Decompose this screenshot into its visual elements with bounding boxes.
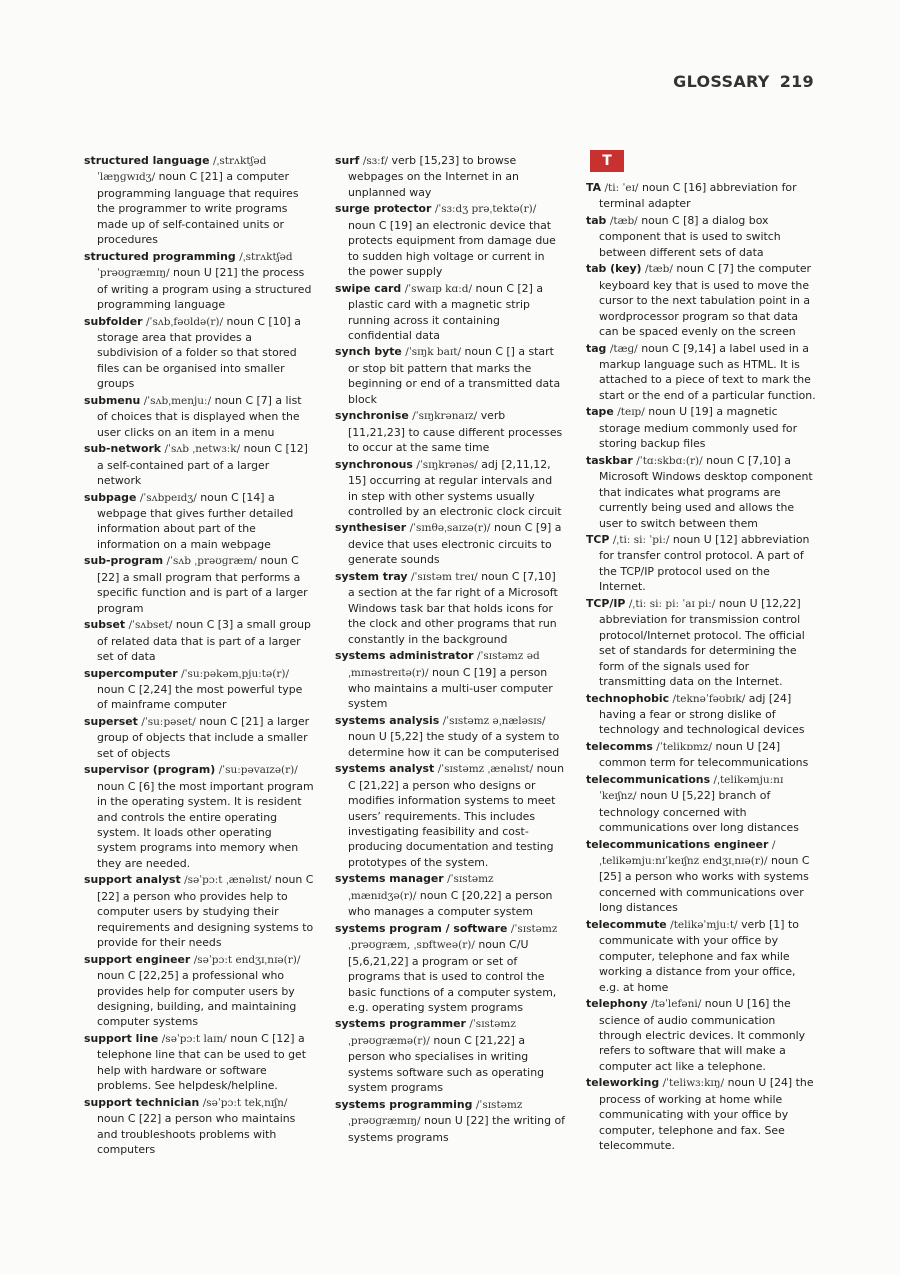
definition: noun C [] a start or stop bit pattern that marks the beginning or end of a transmitted data block xyxy=(348,345,561,406)
definition: noun C [22] a small program that performs a specific function and is part of a larger program xyxy=(97,554,308,615)
glossary-column-1 xyxy=(84,153,314,1159)
headword: subset xyxy=(84,618,126,632)
glossary-column-2 xyxy=(335,153,565,1146)
glossary-entry xyxy=(84,441,314,488)
pronunciation: /ˈsɜːdʒ prəˌtektə(r)/ xyxy=(434,203,537,216)
definition: noun U [21] the process of writing a program using a structured programming language xyxy=(97,266,312,312)
pronunciation: /tiː ˈeɪ/ xyxy=(604,182,639,194)
glossary-entry xyxy=(84,666,314,713)
definition: noun C [2] a plastic card with a magnetic strip running across it containing confidential data xyxy=(348,281,543,342)
definition: noun U [5,22] branch of technology concerned with communications over long distances xyxy=(599,789,799,835)
glossary-entry xyxy=(335,520,565,567)
definition: noun U [19] a magnetic storage medium commonly used for storing backup files xyxy=(599,405,798,451)
pronunciation: /ˈteliwɜːkɪŋ/ xyxy=(662,1077,725,1090)
pronunciation: /tæɡ/ xyxy=(609,342,638,355)
headword: sub-network xyxy=(84,442,162,456)
headword: submenu xyxy=(84,393,141,407)
glossary-entry xyxy=(335,201,565,279)
pronunciation: /ˈsɪstəmz ˌprəʊɡræm, ˌsɒftweə(r)/ xyxy=(348,922,558,952)
headword: TCP xyxy=(586,532,610,546)
definition: noun U [12,22] abbreviation for transmission control protocol/Internet protocol. The official set of standards for determining the form of the signals used for transmitting data on the Internet. xyxy=(599,596,805,689)
definition: noun C [22] a person who maintains and troubleshoots problems with computers xyxy=(97,1112,296,1157)
pronunciation: /ˈsʌb ˌnetwɜːk/ xyxy=(164,443,241,456)
pronunciation: /teɪp/ xyxy=(617,406,645,419)
headword: support analyst xyxy=(84,873,181,887)
headword: telecommute xyxy=(586,917,667,931)
glossary-entry xyxy=(335,871,565,919)
definition: noun C [12] a telephone line that can be used to get help with hardware or software problems. See helpdesk/helpline. xyxy=(97,1031,306,1093)
headword: teleworking xyxy=(586,1076,660,1090)
headword: support line xyxy=(84,1031,159,1045)
glossary-entry xyxy=(586,691,816,738)
definition: noun C [7] the computer keyboard key that is used to move the cursor to the next tabulation point in a wordprocessor program so that data can be spaced evenly on the screen xyxy=(599,262,812,339)
headword: swipe card xyxy=(335,281,402,295)
glossary-entry xyxy=(84,1031,314,1094)
headword: tag xyxy=(586,341,607,355)
glossary-entry xyxy=(84,393,314,440)
page-number: 219 xyxy=(779,72,814,91)
headword: supervisor (program) xyxy=(84,763,216,777)
headword: synchronise xyxy=(335,409,409,423)
glossary-entry xyxy=(586,772,816,836)
pronunciation: /səˈpɔːt laɪn/ xyxy=(161,1032,227,1045)
headword: surf xyxy=(335,154,360,167)
pronunciation: /ˌtiː siː piː ˈaɪ piː/ xyxy=(628,597,716,610)
glossary-entry xyxy=(586,739,816,771)
headword: systems administrator xyxy=(335,649,474,663)
definition: noun C [14] a webpage that gives further detailed information about part of the information on a main webpage xyxy=(97,490,294,551)
headword: systems analysis xyxy=(335,713,440,727)
pronunciation: /ˈsʌb ˌprəʊɡræm/ xyxy=(166,555,257,568)
pronunciation: /ˈsʌbˌfəʊldə(r)/ xyxy=(146,315,224,328)
definition: noun C [21] a larger group of objects that include a smaller set of objects xyxy=(97,714,310,760)
pronunciation: /ˌstrʌktʃəd ˈlæŋɡwɪdʒ/ xyxy=(97,155,267,184)
glossary-entry xyxy=(586,341,816,404)
headword: technophobic xyxy=(586,691,670,705)
definition: noun C [16] abbreviation for terminal adapter xyxy=(599,181,797,211)
pronunciation: /ˈsɪstəmz ˌprəʊɡræmə(r)/ xyxy=(348,1018,516,1047)
glossary-entry xyxy=(586,532,816,595)
pronunciation: /ˈtelikɒmz/ xyxy=(656,740,712,753)
pronunciation: /ˌstrʌktʃəd ˈprəʊɡræmɪŋ/ xyxy=(97,250,293,280)
pronunciation: /sɜːf/ xyxy=(362,155,389,167)
pronunciation: /ˌtiː siː ˈpiː/ xyxy=(612,533,670,546)
pronunciation: /ˈsɪŋk baɪt/ xyxy=(405,346,462,359)
headword: telecommunications xyxy=(586,772,711,786)
pronunciation: /ˈsɪstəmz əˌnæləsɪs/ xyxy=(442,714,546,727)
headword: supercomputer xyxy=(84,666,178,680)
definition: noun C/U [5,6,21,22] a program or set of programs that is used to control the basic functions of a computer system, e.g. operating system programs xyxy=(348,938,557,1015)
glossary-entry xyxy=(84,872,314,950)
glossary-entry xyxy=(586,261,816,339)
headword: support technician xyxy=(84,1095,200,1109)
pronunciation: /ˈsʌbpeɪdʒ/ xyxy=(139,491,197,504)
definition: noun C [21] a computer programming language that requires the programmer to write programs made up of self-contained units or procedures xyxy=(97,170,299,247)
glossary-entry xyxy=(84,314,314,392)
pronunciation: /səˈpɔːt ˌænəlɪst/ xyxy=(184,874,272,887)
glossary-entry xyxy=(84,952,314,1030)
pronunciation: /ˈsɪnθəˌsaɪzə(r)/ xyxy=(409,522,491,535)
glossary-entry xyxy=(335,281,565,344)
pronunciation: /ˈswaɪp kɑːd/ xyxy=(404,282,473,295)
pronunciation: /ˈsʌbˌmenjuː/ xyxy=(143,394,212,407)
pronunciation: /ˈsɪstəmz ədˌmɪnəstreɪtə(r)/ xyxy=(348,650,540,679)
glossary-entry xyxy=(335,408,565,455)
pronunciation: /tæb/ xyxy=(609,214,638,227)
definition: noun U [24] the process of working at home while communicating with your office by computer, telephone and fax. See telecommute. xyxy=(599,1076,814,1153)
glossary-entry xyxy=(335,569,565,647)
definition: noun C [12] a self-contained part of a larger network xyxy=(97,442,308,488)
pronunciation: /ˈsɪstəmz ˌmænɪdʒə(r)/ xyxy=(348,873,494,902)
pronunciation: /teknəˈfəʊbɪk/ xyxy=(672,692,746,705)
glossary-entry xyxy=(84,617,314,664)
glossary-entry xyxy=(586,596,816,690)
glossary-entry xyxy=(84,490,314,553)
definition: noun C [2,24] the most powerful type of mainframe computer xyxy=(97,682,303,712)
headword: tab xyxy=(586,213,607,227)
glossary-entry xyxy=(586,1075,816,1153)
glossary-entry xyxy=(84,153,314,248)
glossary-entry xyxy=(84,762,314,871)
pronunciation: /ˈtɑːskbɑː(r)/ xyxy=(636,454,703,467)
headword: structured language xyxy=(84,154,210,167)
pronunciation: /ˌtelikəmjuːnɪˈkeɪʃnz endʒɪˌnɪə(r)/ xyxy=(599,838,776,868)
glossary-entry xyxy=(335,761,565,870)
headword: superset xyxy=(84,714,138,728)
section-letter-badge: T xyxy=(590,150,624,172)
pronunciation: /ˈsɪstəmz ˌprəʊɡræmɪŋ/ xyxy=(348,1098,523,1128)
definition: noun C [7,10] a section at the far right of a Microsoft Windows task bar that holds icons for the clock and other programs that run constantly in the background xyxy=(348,569,558,646)
glossary-entry xyxy=(335,344,565,407)
glossary-entry xyxy=(335,457,565,520)
headword: tape xyxy=(586,405,614,419)
definition: noun C [20,22] a person who manages a computer system xyxy=(348,888,553,919)
headword: telecommunications engineer xyxy=(586,837,769,851)
glossary-entry xyxy=(335,153,565,200)
pronunciation: /ˈsɪstəm treɪ/ xyxy=(410,570,478,583)
glossary-entry xyxy=(335,1016,565,1095)
headword: subpage xyxy=(84,490,137,504)
glossary-entry xyxy=(586,404,816,451)
definition: noun C [8] a dialog box component that is used to switch between different sets of data xyxy=(599,213,781,259)
glossary-entry xyxy=(586,213,816,260)
pronunciation: /ˈsʌbset/ xyxy=(128,619,173,632)
headword: support engineer xyxy=(84,952,191,966)
headword: systems programming xyxy=(335,1097,473,1111)
pronunciation: /ˈsɪŋkrənəs/ xyxy=(416,458,478,471)
headword: synchronous xyxy=(335,457,413,471)
headword: synch byte xyxy=(335,345,402,359)
headword: tab (key) xyxy=(586,262,642,276)
glossary-entry xyxy=(335,648,565,712)
definition: noun C [19] a person who maintains a multi-user computer system xyxy=(348,665,553,711)
pronunciation: /ˈsɪstəmz ˌænəlɪst/ xyxy=(437,763,534,776)
definition: verb [1] to communicate with your office by computer, telephone and fax while working a distance from your office, e.g. at home xyxy=(599,917,799,994)
glossary-entry xyxy=(84,714,314,761)
definition: adj [2,11,12, 15] occurring at regular intervals and in step with other systems usually controlled by an electronic clock circuit xyxy=(348,457,562,518)
glossary-entry xyxy=(84,249,314,313)
headword: telephony xyxy=(586,997,648,1011)
glossary-entry xyxy=(84,553,314,616)
headword: TCP/IP xyxy=(586,596,626,610)
definition: noun U [12] abbreviation for transfer control protocol. A part of the TCP/IP protocol used on the Internet. xyxy=(599,532,810,594)
definition: noun U [24] common term for telecommunications xyxy=(599,739,809,770)
definition: noun C [6] the most important program in the operating system. It is resident and controls the entire operating system. It loads other operating system programs into memory when they are needed. xyxy=(97,779,314,870)
headword: systems manager xyxy=(335,872,444,886)
definition: noun U [5,22] the study of a system to determine how it can be computerised xyxy=(348,730,560,759)
definition: noun C [25] a person who works with systems concerned with communications over long distances xyxy=(599,854,810,915)
definition: noun C [22] a person who provides help to computer users by studying their requirements and designing systems to provide for their needs xyxy=(97,873,314,950)
headword: taskbar xyxy=(586,453,633,467)
headword: system tray xyxy=(335,569,408,583)
pronunciation: /səˈpɔːt tekˌnɪʃn/ xyxy=(202,1096,288,1109)
running-head xyxy=(673,72,814,91)
pronunciation: /səˈpɔːt endʒɪˌnɪə(r)/ xyxy=(193,953,301,966)
glossary-entry xyxy=(586,917,816,995)
headword: TA xyxy=(586,181,602,194)
definition: verb [11,21,23] to cause different processes to occur at the same time xyxy=(348,409,563,455)
definition: verb [15,23] to browse webpages on the Internet in an unplanned way xyxy=(348,154,519,199)
definition: noun C [9,14] a label used in a markup language such as HTML. It is attached to a piece of text to mark the start or the end of a particular function. xyxy=(599,341,816,402)
definition: noun C [7,10] a Microsoft Windows desktop component that indicates what programs are currently being used and allows the user to switch between them xyxy=(599,453,813,530)
glossary-entry xyxy=(335,713,565,760)
glossary-entry xyxy=(84,1095,314,1158)
glossary-entry xyxy=(586,180,816,212)
glossary-entry xyxy=(586,453,816,531)
pronunciation: /ˈsɪŋkrənaɪz/ xyxy=(412,410,478,423)
definition: noun C [22,25] a professional who provides help for computer users by designing, building, and maintaining computer systems xyxy=(97,969,297,1029)
definition: adj [24] having a fear or strong dislike of technology and technological devices xyxy=(599,691,805,737)
headword: sub-program xyxy=(84,554,164,568)
definition: noun C [21,22] a person who designs or modifies information systems to meet users’ requirements. This includes investigating feasibility and cost-producing documentation and testing prototypes of the system. xyxy=(348,762,564,869)
pronunciation: /ˈsuːpəkəmˌpjuːtə(r)/ xyxy=(181,667,289,680)
definition: noun C [3] a small group of related data that is part of a larger set of data xyxy=(97,618,311,664)
glossary-entry xyxy=(586,996,816,1074)
pronunciation: /təˈlefəni/ xyxy=(651,998,702,1011)
definition: noun C [9] a device that uses electronic circuits to generate sounds xyxy=(348,521,562,567)
headword: systems programmer xyxy=(335,1017,466,1031)
definition: noun U [16] the science of audio communication through electric devices. It commonly refers to software that will make a computer act like a telephone. xyxy=(599,997,806,1073)
definition: noun U [22] the writing of systems programs xyxy=(348,1114,565,1144)
pronunciation: /telikəˈmjuːt/ xyxy=(670,918,738,931)
glossary-entry xyxy=(335,1097,565,1145)
headword: systems program / software xyxy=(335,921,508,935)
definition: noun C [19] an electronic device that protects equipment from damage due to sudden high voltage or current in the power supply xyxy=(348,218,556,279)
definition: noun C [21,22] a person who specialises in writing systems software such as operating system programs xyxy=(348,1033,545,1095)
glossary-entry xyxy=(335,921,565,1016)
headword: subfolder xyxy=(84,314,143,328)
pronunciation: /ˈsuːpəvaɪzə(r)/ xyxy=(218,764,298,777)
pronunciation: /tæb/ xyxy=(645,263,673,276)
headword: surge protector xyxy=(335,202,432,216)
headword: synthesiser xyxy=(335,521,407,535)
glossary-entry xyxy=(586,837,816,916)
definition: noun C [7] a list of choices that is displayed when the user clicks on an item in a menu xyxy=(97,393,302,439)
pronunciation: /ˌtelikəmjuːnɪˈkeɪʃnz/ xyxy=(599,773,784,803)
glossary-column-3 xyxy=(586,180,816,1155)
headword: structured programming xyxy=(84,249,236,263)
headword: systems analyst xyxy=(335,762,435,776)
glossary-title: GLOSSARY xyxy=(673,72,770,91)
definition: noun C [10] a storage area that provides a subdivision of a folder so that stored files can be organised into smaller groups xyxy=(97,314,301,391)
pronunciation: /ˈsuːpəset/ xyxy=(141,715,196,728)
headword: telecomms xyxy=(586,739,653,753)
